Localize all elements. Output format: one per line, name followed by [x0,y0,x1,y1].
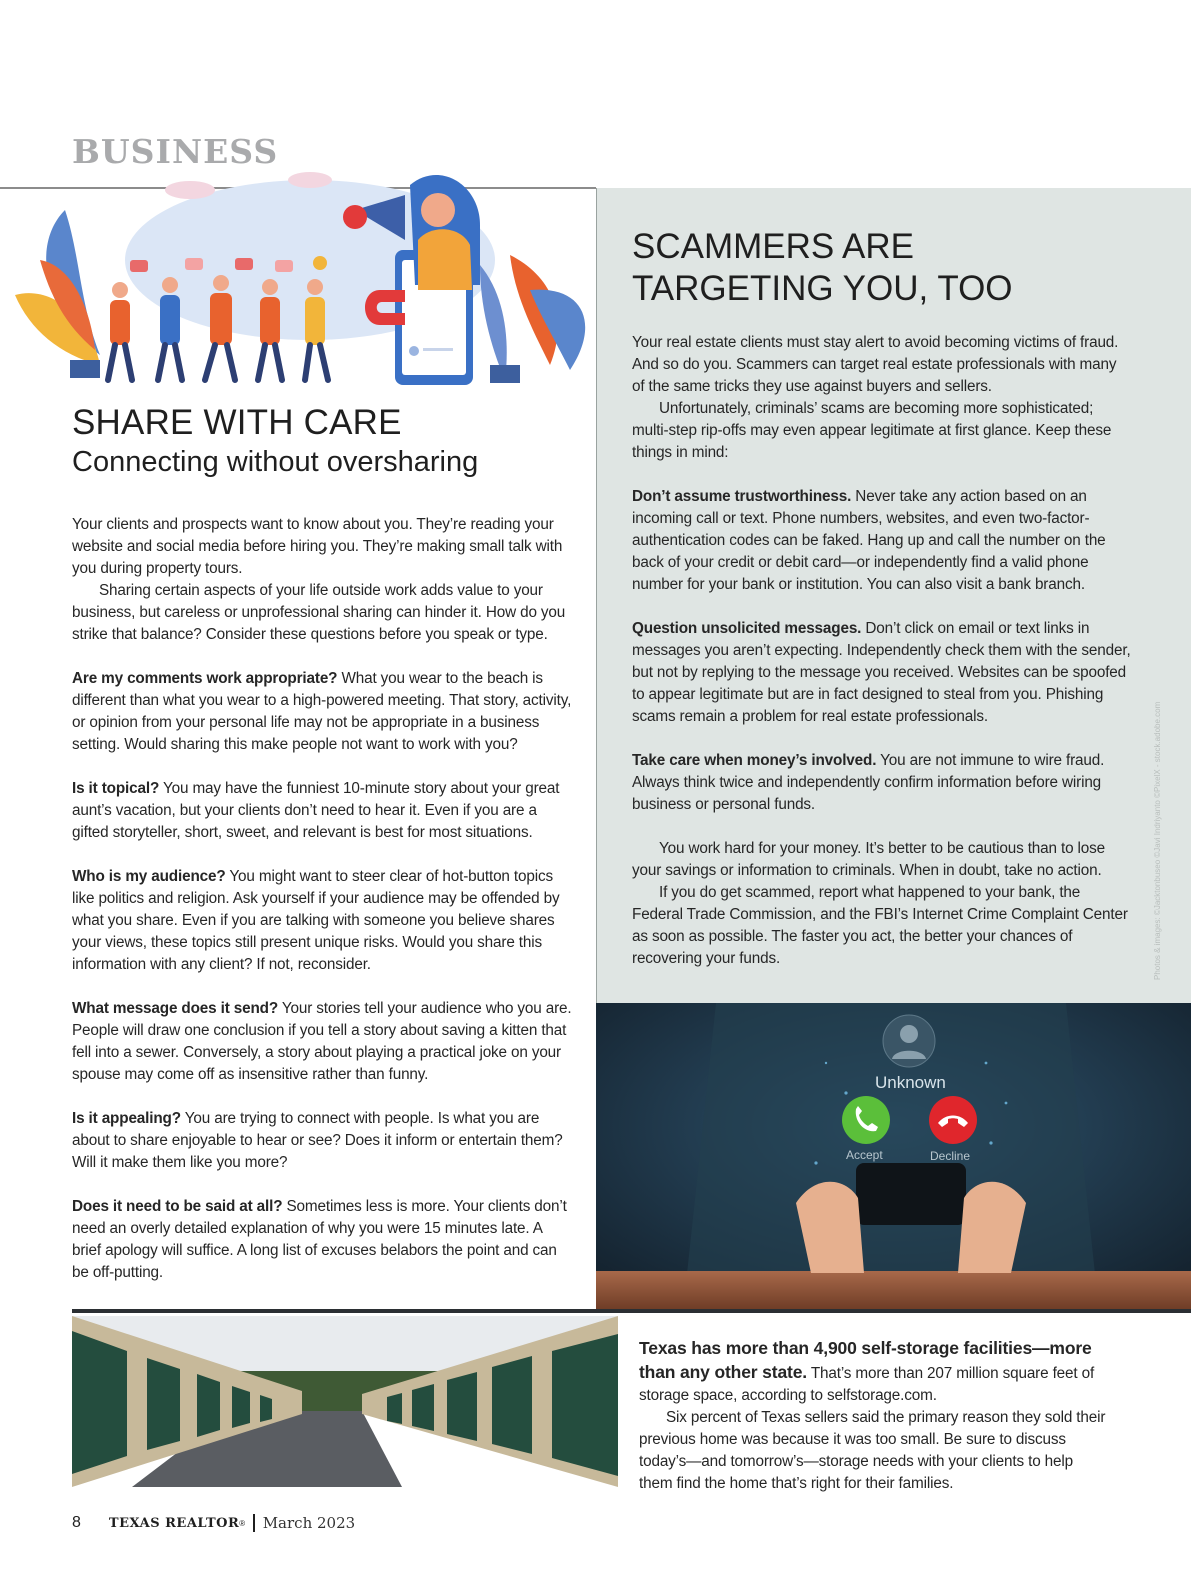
question-heading: Who is my audience? [72,868,226,885]
caller-avatar-icon [883,1015,935,1067]
question-paragraph [72,866,572,976]
scammers-sidebar [596,188,1191,1003]
question-heading: Is it appealing? [72,1110,181,1127]
question-text: You are trying to connect with people. Is what you are about to share enjoyable to hear or see? Does it inform or entertain them? Will it make them like you more? [72,1110,563,1171]
question-paragraph [72,778,572,844]
tip-text: Don’t click on email or text links in messages you aren’t expecting. Independently check them with the sender, but not by replying to the message you received. Websites can be spoofed to appear legitimate but are in fact designed to steal from you. Phishing scams remain a problem for real estate professionals. [632,620,1131,725]
tip-paragraph [632,750,1132,816]
question-paragraph [72,998,572,1086]
question-heading: Does it need to be said at all? [72,1198,283,1215]
share-with-care-article [72,404,572,1284]
sidebar-title [632,226,1132,310]
self-storage-photo [72,1316,618,1487]
social-media-illustration [10,165,590,395]
tip-heading: Take care when money’s involved. [632,752,877,769]
closing-paragraph: You work hard for your money. It’s better to be cautious than to lose your savings or information to criminals. When in doubt, take no action. [632,840,1105,879]
registered-mark: ® [239,1518,246,1528]
tip-heading: Don’t assume trustworthiness. [632,488,852,505]
storage-lead-rest: That’s more than 207 million square feet of storage space, according to selfstorage.com. [639,1365,1095,1404]
intro-paragraph-2: Sharing certain aspects of your life outside work adds value to your business, but careless or unprofessional sharing can hinder it. How do you strike that balance? Consider these questions before you speak or type. [72,582,566,643]
bottom-divider [72,1309,1191,1313]
tip-paragraph [632,486,1132,596]
sidebar-intro: Your real estate clients must stay alert to avoid becoming victims of fraud. And so do you. Scammers can target real estate professionals with many of the same tricks they use against buyers and sellers. [632,334,1119,395]
sidebar-intro-2: Unfortunately, criminals’ scams are becoming more sophisticated; multi-step rip-offs may even appear legitimate at first glance. Keep these things in mind: [632,400,1112,461]
page-footer [72,1514,355,1532]
question-paragraph [72,668,572,756]
caller-name: Unknown [875,1073,946,1092]
tip-text: Never take any action based on an incoming call or text. Phone numbers, websites, and even two-factor-authentication codes can be faked. Hang up and call the number on the back of your credit or debit card—or independently find a valid phone number for your bank or institution. You can also visit a bank branch. [632,488,1106,593]
storage-lead-bold: Texas has more than 4,900 self-storage facilities—more than any other state. [639,1338,1092,1382]
tip-text: You are not immune to wire fraud. Always think twice and independently confirm information before wiring business or personal funds. [632,752,1105,813]
question-text: You might want to steer clear of hot-button topics like politics and religion. Ask yourself if your audience may be offended by what you share. Even if you are talking with someone you believe shares your views, these topics still present unique risks. Would you share this information with any client? If not, reconsider. [72,868,560,973]
question-paragraph [72,1108,572,1174]
question-paragraph [72,1196,572,1284]
footer-divider [253,1514,255,1532]
question-text: Your stories tell your audience who you are. People will draw one conclusion if you tell a story about saving a kitten that fell into a sewer. Conversely, a story about playing a practical joke on your spouse may come off as insensitive rather than funny. [72,1000,572,1083]
storage-lead [639,1337,1109,1407]
tip-paragraph [632,618,1132,728]
article-subtitle: Connecting without oversharing [72,446,479,478]
tip-heading: Question unsolicited messages. [632,620,862,637]
sidebar-title-line-1: SCAMMERS ARE [632,227,914,266]
question-heading: What message does it send? [72,1000,279,1017]
question-text: Sometimes less is more. Your clients don’t need an overly detailed explanation of why you were 15 minutes late. A brief apology will suffice. A long list of excuses belabors the point and can be off-putting. [72,1198,567,1281]
storage-paragraph-2: Six percent of Texas sellers said the primary reason they sold their previous home was because it was too small. Be sure to discuss today’s—and tomorrow’s—storage needs with your clients to help them find the home that’s right for their families. [639,1409,1106,1492]
storage-note [639,1337,1109,1495]
closing-paragraph-2: If you do get scammed, report what happened to your bank, the Federal Trade Commission, and the FBI’s Internet Crime Complaint Center as soon as possible. The faster you act, the better your chances of recovering your funds. [632,884,1128,967]
decline-call-label: Decline [930,1149,971,1163]
magazine-name: TEXAS REALTOR [108,1515,240,1531]
incoming-call-photo [596,1003,1191,1310]
section-label: BUSINESS [72,132,279,171]
article-title: SHARE WITH CARE [72,403,402,442]
sidebar-title-line-2: TARGETING YOU, TOO [632,269,1013,308]
accept-call-label: Accept [846,1148,883,1162]
page-number: 8 [72,1514,81,1531]
question-heading: Is it topical? [72,780,160,797]
question-text: You may have the funniest 10-minute story about your great aunt’s vacation, but your clients don’t need to hear it. Even if you are a gifted storyteller, short, sweet, and relevant is best for most situations. [72,780,560,841]
intro-paragraph: Your clients and prospects want to know about you. They’re reading your website and social media before hiring you. They’re making small talk with you during property tours. [72,516,563,577]
photo-credit: Photos & images: ©Jacktonbuseo ©Javi Indriyanto ©PixelX - stock.adobe.com [1153,701,1162,980]
question-heading: Are my comments work appropriate? [72,670,338,687]
issue-date: March 2023 [262,1514,356,1532]
question-text: What you wear to the beach is different than what you wear to a high-powered meeting. That story, activity, or opinion from your personal life may not be appropriate in a business setting. Would sharing this make people not want to work with you? [72,670,572,753]
